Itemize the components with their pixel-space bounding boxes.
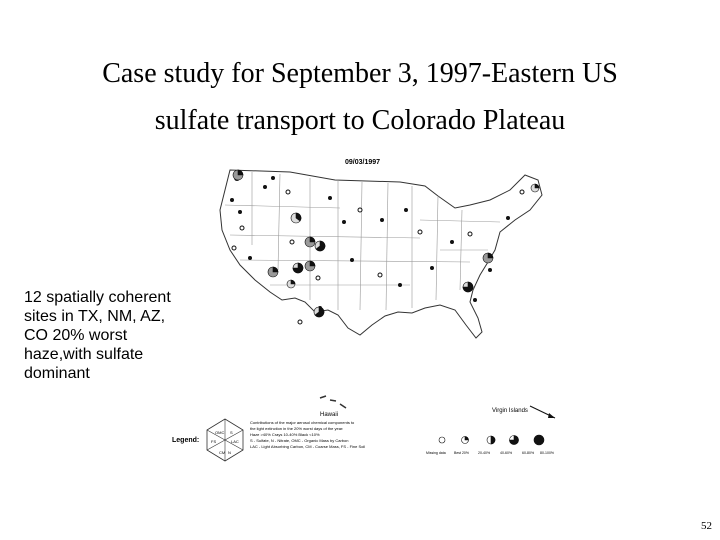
caption-line: haze,with sulfate bbox=[24, 346, 144, 363]
hex-label-omc: OMC bbox=[215, 430, 225, 435]
map-date-label: 09/03/1997 bbox=[345, 159, 381, 166]
map-legend bbox=[172, 419, 554, 461]
legend-text-line: Contributions of the major aerosol chemical components to bbox=[250, 420, 355, 425]
slide-title bbox=[0, 50, 720, 144]
legend-description bbox=[250, 420, 365, 449]
virgin-islands-inset bbox=[492, 406, 555, 418]
dot-scale-label: Best 20% bbox=[454, 451, 469, 455]
caption-line: dominant bbox=[24, 365, 90, 382]
legend-label: Legend: bbox=[172, 437, 200, 444]
dot-scale-label: 60-80% bbox=[522, 451, 535, 455]
virgin-islands-label: Virgin Islands bbox=[492, 408, 528, 414]
hex-label-n: N bbox=[228, 450, 231, 455]
dot-scale-label: 20-40% bbox=[478, 451, 491, 455]
dot-scale-labels bbox=[426, 451, 554, 455]
dot-scale-label: Missing data bbox=[426, 451, 446, 455]
slide-caption bbox=[24, 288, 209, 383]
legend-text-line: the light extinction in the 20% worst days of the year: bbox=[250, 426, 344, 431]
title-line-2: sulfate transport to Colorado Plateau bbox=[154, 105, 566, 136]
hex-label-s: S bbox=[230, 430, 233, 435]
caption-line: sites in TX, NM, AZ, bbox=[24, 308, 166, 325]
hawaii-label: Hawaii bbox=[320, 412, 339, 418]
legend-text-line: LAC - Light Absorbing Carbon, CM - Coarse Mass, FS - Fine Soil bbox=[250, 444, 366, 449]
hex-label-lac: LAC bbox=[231, 439, 239, 444]
page-number: 52 bbox=[701, 520, 712, 532]
legend-text-line: S - Sulfate, N - Nitrate, OMC - Organic Mass by Carbon bbox=[250, 438, 349, 443]
title-line-1: Case study for September 3, 1997-Eastern US bbox=[102, 58, 618, 89]
hex-label-fs: FS bbox=[211, 439, 217, 444]
dot-scale-label: 80-100% bbox=[540, 451, 555, 455]
dot-scale-label: 40-60% bbox=[500, 451, 513, 455]
caption-line: CO 20% worst bbox=[24, 327, 128, 344]
site-markers bbox=[230, 175, 524, 324]
dot-scale bbox=[439, 435, 544, 445]
us-map-svg bbox=[170, 150, 565, 465]
caption-line: 12 spatially coherent bbox=[24, 289, 171, 306]
legend-hexagon bbox=[207, 419, 243, 461]
hex-label-cm: CM bbox=[219, 450, 226, 455]
legend-text-line: Haze >40% Crays 10-40% Black <10% bbox=[250, 432, 320, 437]
us-outline bbox=[220, 170, 542, 338]
us-site-map-figure bbox=[170, 150, 565, 465]
hawaii-inset bbox=[320, 396, 346, 418]
